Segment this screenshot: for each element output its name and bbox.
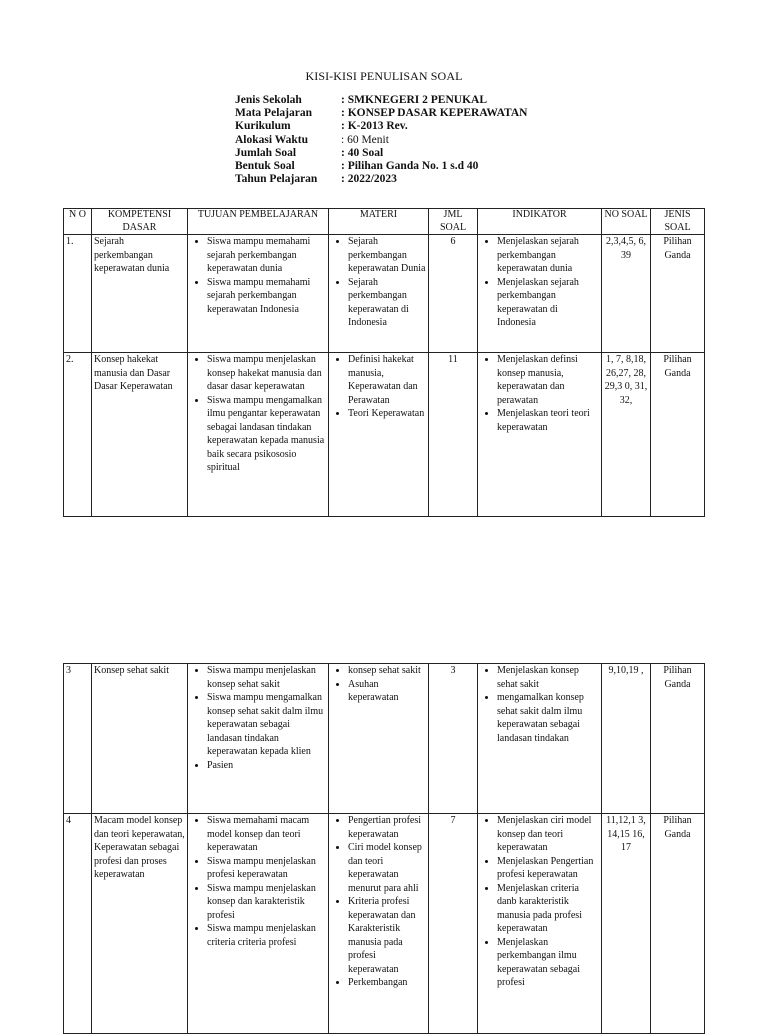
cell-kompetensi: Konsep sehat sakit [92,664,188,814]
list-item: • Siswa mampu menjelaskan konsep dan karakteristik profesi [207,882,326,923]
meta-value: : SMKNEGERI 2 PENUKAL [341,94,487,106]
table-row [64,235,705,353]
meta-value: : 40 Soal [341,146,384,159]
cell-no: 4 [64,814,92,1034]
meta-label: Jumlah Soal [235,146,297,159]
meta-row [235,147,527,160]
meta-row [235,94,527,107]
header-jml: JML SOAL [429,209,478,235]
list-item: • Menjelaskan definsi konsep manusia, keperawatan dan perawatan [497,353,599,407]
meta-value: : K-2013 Rev. [341,120,408,133]
cell-tujuan [188,235,329,353]
cell-jenis: Pilihan Ganda [651,353,705,517]
meta-row [235,107,527,120]
header-nosoal: NO SOAL [602,209,651,235]
cell-indikator [478,814,602,1034]
meta-row [235,134,527,147]
cell-tujuan [188,664,329,814]
cell-jenis: Pilihan Ganda [651,235,705,353]
cell-no: 3 [64,664,92,814]
table-header-row [64,209,705,235]
cell-no: 1. [64,235,92,353]
blueprint-table-1 [63,208,705,517]
list-item: • Siswa mampu menjelaskan konsep sehat sakit [207,664,326,691]
meta-label: Tahun Pelajaran [235,173,318,186]
cell-tujuan [188,353,329,517]
meta-label: Alokasi Waktu [235,133,308,146]
meta-label: Jenis Sekolah [235,94,302,106]
cell-materi [329,664,429,814]
list-item: • Siswa mampu mengamalkan konsep sehat sakit dalm ilmu keperawatan sebagai landasan tindakan keperawatan kepada klien [207,691,326,759]
header-tujuan: TUJUAN PEMBELAJARAN [188,209,329,235]
list-item: • Menjelaskan teori teori keperawatan [497,407,599,434]
list-item: • Menjelaskan ciri model konsep dan teori keperawatan [497,814,599,855]
cell-no: 2. [64,353,92,517]
list-item: • Definisi hakekat manusia, Keperawatan dan Perawatan [348,353,426,407]
list-item: • Menjelaskan perkembangan ilmu keperawatan sebagai profesi [497,936,599,990]
list-item: • Perkembangan [348,976,426,990]
meta-value: : 2022/2023 [341,173,397,186]
cell-nosoal: 9,10,19 , [602,664,651,814]
header-no: N O [64,209,92,235]
list-item: • Siswa mampu menjelaskan criteria criteria profesi [207,922,326,949]
cell-indikator [478,235,602,353]
cell-jml: 7 [429,814,478,1034]
cell-materi [329,235,429,353]
cell-jml: 6 [429,235,478,353]
list-item: • Siswa memahami macam model konsep dan teori keperawatan [207,814,326,855]
list-item: • Pasien [207,759,326,773]
header-indikator: INDIKATOR [478,209,602,235]
list-item: • Sejarah perkembangan keperawatan di Indonesia [348,276,426,330]
meta-value: : Pilihan Ganda No. 1 s.d 40 [341,160,479,173]
meta-label: Bentuk Soal [235,160,295,173]
meta-row [235,120,527,133]
table-row [64,664,705,814]
cell-kompetensi: Macam model konsep dan teori keperawatan, Keperawatan sebagai profesi dan proses keperawatan [92,814,188,1034]
cell-materi [329,353,429,517]
cell-nosoal: 11,12,1 3,14,15 16, 17 [602,814,651,1034]
table-row [64,814,705,1034]
list-item: • Pengertian profesi keperawatan [348,814,426,841]
list-item: • Ciri model konsep dan teori keperawatan menurut para ahli [348,841,426,895]
list-item: • Teori Keperawatan [348,407,426,421]
meta-label: Kurikulum [235,120,291,133]
cell-indikator [478,353,602,517]
list-item: • Siswa mampu memahami sejarah perkembangan keperawatan dunia [207,235,326,276]
cell-kompetensi: Konsep hakekat manusia dan Dasar Dasar Keperawatan [92,353,188,517]
list-item: • Siswa mampu memahami sejarah perkembangan keperawatan Indonesia [207,276,326,317]
header-kompetensi: KOMPETENSI DASAR [92,209,188,235]
meta-value: : 60 Menit [341,133,389,146]
cell-materi [329,814,429,1034]
cell-nosoal: 2,3,4,5, 6,39 [602,235,651,353]
meta-row [235,160,527,173]
list-item: • Kriteria profesi keperawatan dan Karakteristik manusia pada profesi keperawatan [348,895,426,976]
list-item: • Menjelaskan Pengertian profesi keperawatan [497,855,599,882]
cell-tujuan [188,814,329,1034]
cell-nosoal: 1, 7, 8,18, 26,27, 28,29,3 0, 31, 32, [602,353,651,517]
list-item: • konsep sehat sakit [348,664,426,678]
list-item: • Menjelaskan konsep sehat sakit [497,664,599,691]
table-row [64,353,705,517]
list-item: • Menjelaskan sejarah perkembangan keperawatan dunia [497,235,599,276]
header-jenis: JENIS SOAL [651,209,705,235]
cell-kompetensi: Sejarah perkembangan keperawatan dunia [92,235,188,353]
list-item: • mengamalkan konsep sehat sakit dalm ilmu keperawatan sebagai landasan tindakan [497,691,599,745]
document-metadata [235,94,527,186]
list-item: • Asuhan keperawatan [348,678,426,705]
document-title: KISI-KISI PENULISAN SOAL [305,69,463,83]
cell-jml: 11 [429,353,478,517]
cell-jml: 3 [429,664,478,814]
meta-label: Mata Pelajaran [235,107,312,120]
meta-value: : KONSEP DASAR KEPERAWATAN [341,107,528,120]
list-item: • Siswa mampu menjelaskan profesi keperawatan [207,855,326,882]
list-item: • Menjelaskan criteria danb karakteristik manusia pada profesi keperawatan [497,882,599,936]
cell-jenis: Pilihan Ganda [651,664,705,814]
cell-indikator [478,664,602,814]
blueprint-table-2 [63,663,705,1034]
meta-row [235,173,527,186]
list-item: • Siswa mampu menjelaskan konsep hakekat manusia dan dasar dasar keperawatan [207,353,326,394]
cell-jenis: Pilihan Ganda [651,814,705,1034]
list-item: • Sejarah perkembangan keperawatan Dunia [348,235,426,276]
header-materi: MATERI [329,209,429,235]
list-item: • Menjelaskan sejarah perkembangan keperawatan di Indonesia [497,276,599,330]
list-item: • Siswa mampu mengamalkan ilmu pengantar keperawatan sebagai landasan tindakan keperawatan kepada manusia baik secara psikososio spiritual [207,394,326,475]
